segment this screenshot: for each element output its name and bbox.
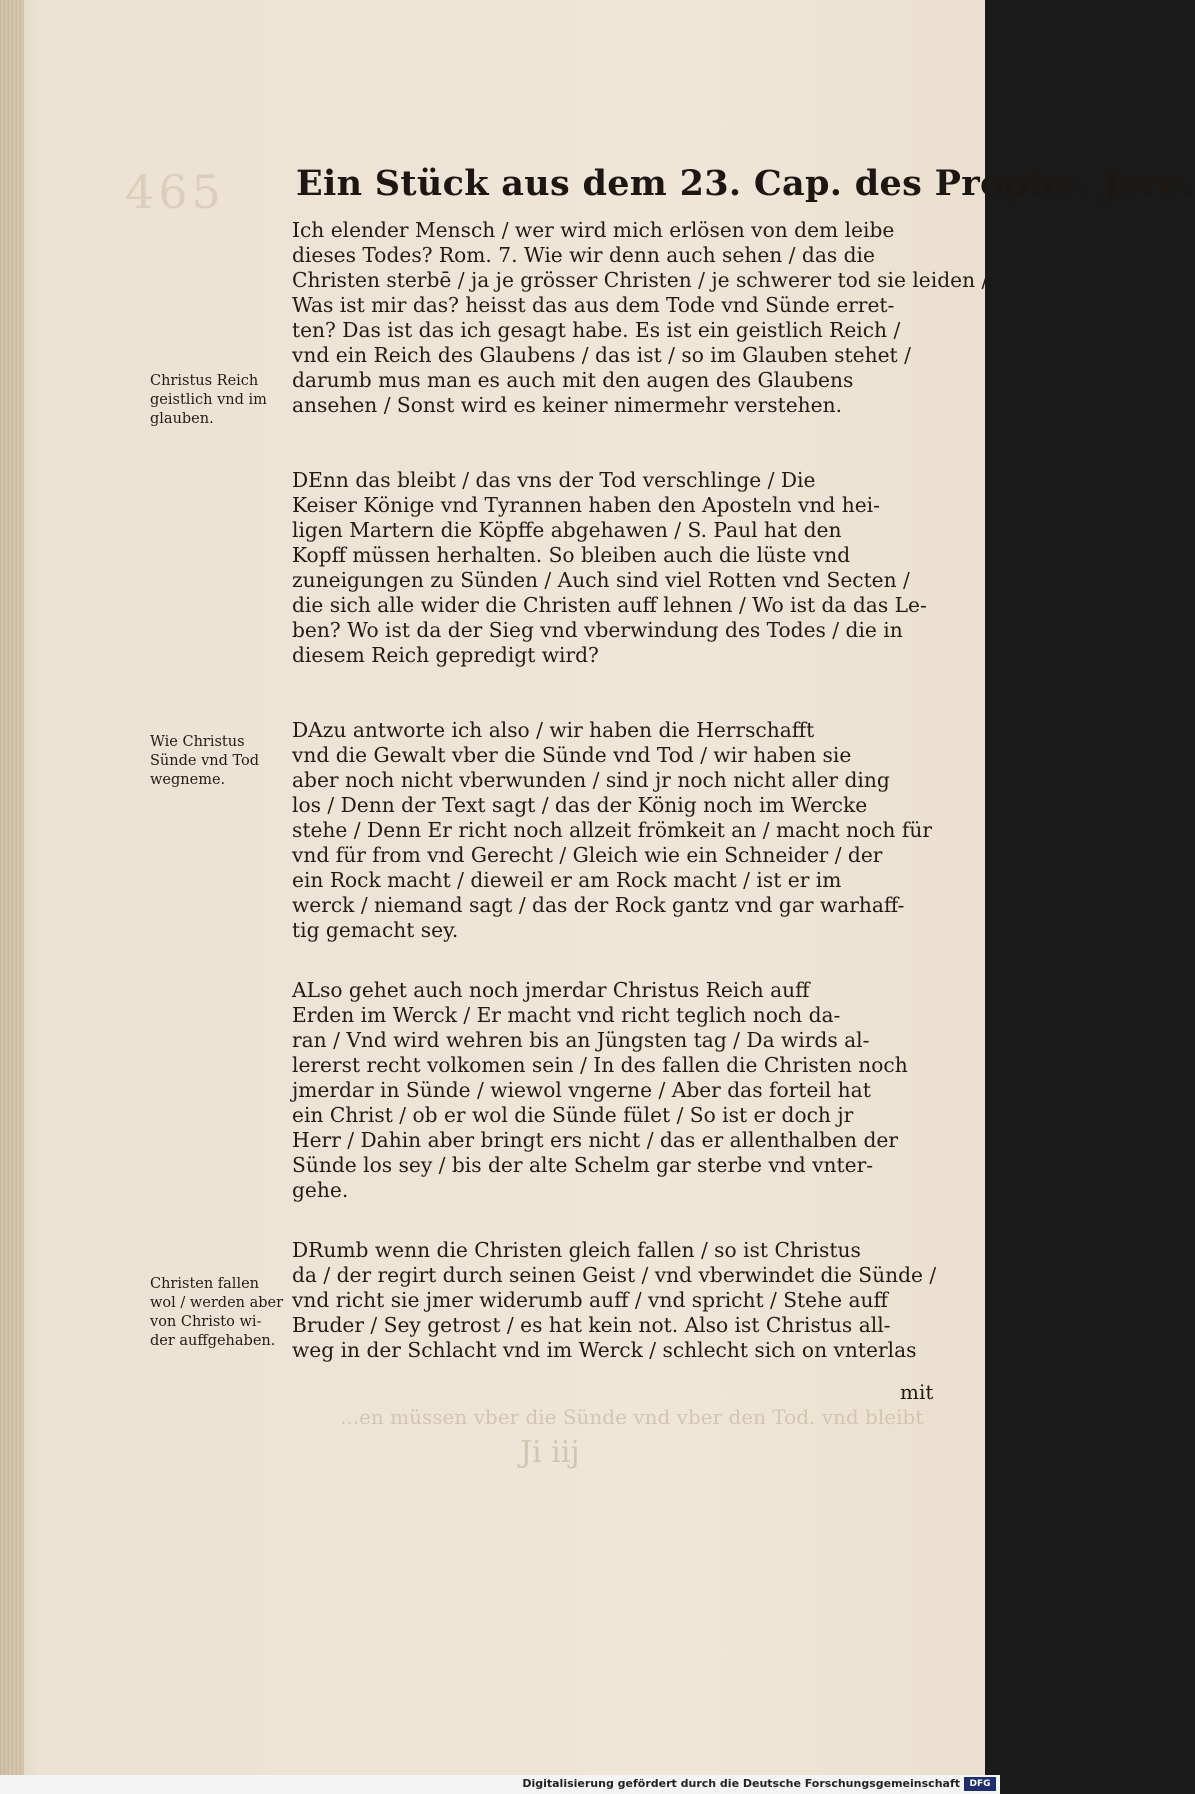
- text-line: weg in der Schlacht vnd im Werck / schlecht sich on vnterlas: [292, 1338, 917, 1362]
- gloss-line: Wie Christus: [150, 734, 245, 750]
- text-line: Was ist mir das? heisst das aus dem Tode vnd Sünde erret-: [292, 293, 895, 317]
- gloss-line: Christus Reich: [150, 373, 259, 389]
- page-edge: [0, 0, 24, 1775]
- text-line: dieses Todes? Rom. 7. Wie wir denn auch sehen / das die: [292, 243, 875, 267]
- paragraph-4: [292, 978, 948, 1203]
- gloss-line: von Christo wi-: [150, 1314, 262, 1330]
- text-line: ein Rock macht / dieweil er am Rock macht / ist er im: [292, 868, 842, 892]
- text-line: ran / Vnd wird wehren bis an Jüngsten tag / Da wirds al-: [292, 1028, 870, 1052]
- text-line: diesem Reich gepredigt wird?: [292, 643, 599, 667]
- gloss-line: glauben.: [150, 411, 214, 427]
- text-line: vnd ein Reich des Glaubens / das ist / so im Glauben stehet /: [292, 343, 911, 367]
- text-line: die sich alle wider die Christen auff lehnen / Wo ist da das Le-: [292, 593, 927, 617]
- text-line: ten? Das ist das ich gesagt habe. Es ist ein geistlich Reich /: [292, 318, 901, 342]
- bleed-through-line: ...en müssen vber die Sünde vnd vber den Tod. vnd bleibt: [340, 1405, 924, 1429]
- paragraph-1: [292, 218, 989, 418]
- text-line: DAzu antworte ich also / wir haben die Herrschafft: [292, 718, 815, 742]
- gloss-line: der auffgehaben.: [150, 1333, 276, 1349]
- margin-gloss-3: [150, 1275, 290, 1351]
- text-line: werck / niemand sagt / das der Rock gantz vnd gar warhaff-: [292, 893, 905, 917]
- text-line: Keiser Könige vnd Tyrannen haben den Aposteln vnd hei-: [292, 493, 880, 517]
- text-line: Bruder / Sey getrost / es hat kein not. Also ist Christus all-: [292, 1313, 891, 1337]
- text-line: darumb mus man es auch mit den augen des Glaubens: [292, 368, 854, 392]
- text-line: vnd richt sie jmer widerumb auff / vnd spricht / Stehe auff: [292, 1288, 888, 1312]
- text-line: Sünde los sey / bis der alte Schelm gar sterbe vnd vnter-: [292, 1153, 874, 1177]
- margin-gloss-1: [150, 372, 290, 429]
- text-line: ligen Martern die Köpffe abgehawen / S. Paul hat den: [292, 518, 842, 542]
- text-line: jmerdar in Sünde / wiewol vngerne / Aber das forteil hat: [292, 1078, 871, 1102]
- margin-gloss-2: [150, 733, 290, 790]
- paragraph-2: [292, 468, 948, 668]
- gloss-line: geistlich vnd im: [150, 392, 267, 408]
- page-heading: Ein Stück aus dem 23. Cap. des Prophe. Jere.: [296, 163, 1195, 204]
- text-line: ben? Wo ist da der Sieg vnd vberwindung des Todes / die in: [292, 618, 903, 642]
- text-line: tig gemacht sey.: [292, 918, 459, 942]
- text-line: Herr / Dahin aber bringt ers nicht / das er allenthalben der: [292, 1128, 898, 1152]
- gloss-line: wol / werden aber: [150, 1295, 284, 1311]
- text-line: zuneigungen zu Sünden / Auch sind viel Rotten vnd Secten /: [292, 568, 910, 592]
- text-line: Christen sterbē / ja je grösser Christen / je schwerer tod sie leiden /: [292, 268, 989, 292]
- text-line: DEnn das bleibt / das vns der Tod verschlinge / Die: [292, 468, 816, 492]
- catchword: mit: [900, 1380, 934, 1404]
- bleed-through-signature: Ji iij: [520, 1435, 580, 1470]
- footer-bar: [0, 1775, 1000, 1794]
- text-line: gehe.: [292, 1178, 349, 1202]
- text-line: stehe / Denn Er richt noch allzeit frömkeit an / macht noch für: [292, 818, 932, 842]
- text-line: Kopff müssen herhalten. So bleiben auch die lüste vnd: [292, 543, 851, 567]
- gloss-line: wegneme.: [150, 772, 226, 788]
- funding-credit: Digitalisierung gefördert durch die Deutsche Forschungsgemeinschaft: [522, 1777, 960, 1790]
- text-line: ein Christ / ob er wol die Sünde fület / So ist er doch jr: [292, 1103, 854, 1127]
- faded-page-number: 465: [125, 165, 225, 219]
- text-line: Erden im Werck / Er macht vnd richt teglich noch da-: [292, 1003, 841, 1027]
- text-line: Ich elender Mensch / wer wird mich erlösen von dem leibe: [292, 218, 895, 242]
- text-line: los / Denn der Text sagt / das der König noch im Wercke: [292, 793, 868, 817]
- text-line: vnd die Gewalt vber die Sünde vnd Tod / wir haben sie: [292, 743, 852, 767]
- dfg-logo: DFG: [964, 1777, 996, 1791]
- gloss-line: Sünde vnd Tod: [150, 753, 260, 769]
- paragraph-5: [292, 1238, 948, 1363]
- text-line: lererst recht volkomen sein / In des fallen die Christen noch: [292, 1053, 908, 1077]
- text-line: ALso gehet auch noch jmerdar Christus Reich auff: [292, 978, 810, 1002]
- text-line: da / der regirt durch seinen Geist / vnd vberwindet die Sünde /: [292, 1263, 937, 1287]
- text-line: vnd für from vnd Gerecht / Gleich wie ein Schneider / der: [292, 843, 883, 867]
- gloss-line: Christen fallen: [150, 1276, 260, 1292]
- text-line: aber noch nicht vberwunden / sind jr noch nicht aller ding: [292, 768, 890, 792]
- paragraph-3: [292, 718, 948, 943]
- text-line: DRumb wenn die Christen gleich fallen / so ist Christus: [292, 1238, 861, 1262]
- text-line: ansehen / Sonst wird es keiner nimermehr verstehen.: [292, 393, 843, 417]
